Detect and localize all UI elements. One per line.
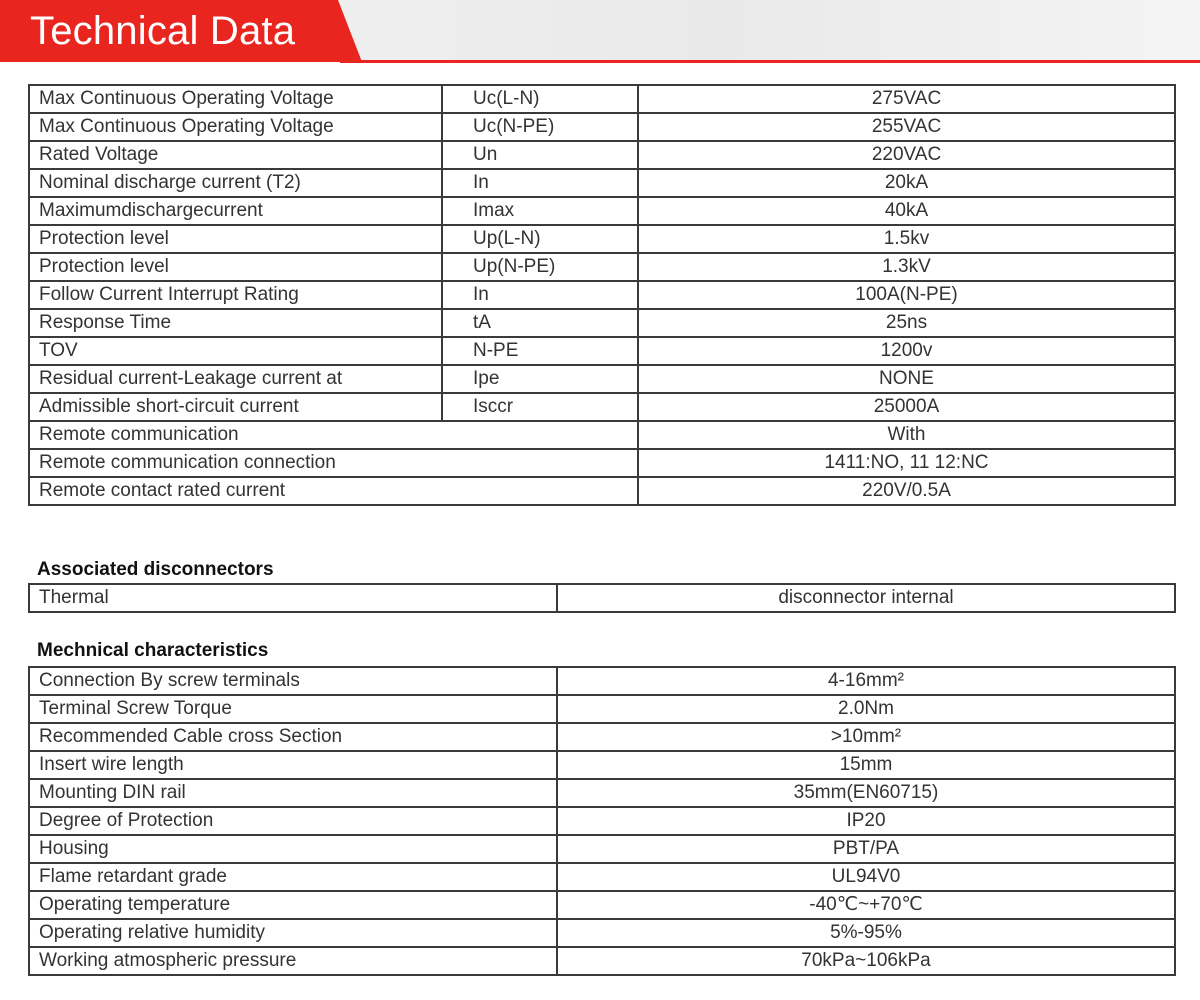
table-row — [29, 751, 1175, 779]
table-row — [29, 477, 1175, 505]
table-row — [29, 309, 1175, 337]
table-row — [29, 253, 1175, 281]
param-cell: Operating relative humidity — [29, 919, 557, 947]
symbol-cell: In — [442, 169, 638, 197]
mechanical-table — [28, 666, 1176, 976]
param-cell: Remote contact rated current — [29, 477, 638, 505]
param-cell: Flame retardant grade — [29, 863, 557, 891]
table-row — [29, 947, 1175, 975]
param-cell: Nominal discharge current (T2) — [29, 169, 442, 197]
value-cell: 25000A — [638, 393, 1175, 421]
value-cell: 15mm — [557, 751, 1175, 779]
value-cell: 40kA — [638, 197, 1175, 225]
symbol-cell: Up(L-N) — [442, 225, 638, 253]
symbol-cell: N-PE — [442, 337, 638, 365]
table-row — [29, 421, 1175, 449]
disconnectors-section-title: Associated disconnectors — [37, 559, 274, 580]
table-row — [29, 584, 1175, 612]
header-divider — [340, 60, 1200, 63]
symbol-cell: Isccr — [442, 393, 638, 421]
value-cell: 100A(N-PE) — [638, 281, 1175, 309]
param-cell: Protection level — [29, 253, 442, 281]
value-cell: 1.3kV — [638, 253, 1175, 281]
value-cell: 70kPa~106kPa — [557, 947, 1175, 975]
table-row — [29, 449, 1175, 477]
value-cell: -40℃~+70℃ — [557, 891, 1175, 919]
table-row — [29, 365, 1175, 393]
table-row — [29, 667, 1175, 695]
symbol-cell: Uc(L-N) — [442, 85, 638, 113]
symbol-cell: Up(N-PE) — [442, 253, 638, 281]
param-cell: Thermal — [29, 584, 557, 612]
param-cell: Terminal Screw Torque — [29, 695, 557, 723]
symbol-cell: Imax — [442, 197, 638, 225]
param-cell: TOV — [29, 337, 442, 365]
value-cell: 1.5kv — [638, 225, 1175, 253]
table-row — [29, 835, 1175, 863]
symbol-cell: In — [442, 281, 638, 309]
value-cell: UL94V0 — [557, 863, 1175, 891]
table-row — [29, 891, 1175, 919]
param-cell: Insert wire length — [29, 751, 557, 779]
table-row — [29, 113, 1175, 141]
technical-data-table — [28, 84, 1176, 506]
param-cell: Protection level — [29, 225, 442, 253]
param-cell: Follow Current Interrupt Rating — [29, 281, 442, 309]
value-cell: 255VAC — [638, 113, 1175, 141]
param-cell: Working atmospheric pressure — [29, 947, 557, 975]
table-row — [29, 197, 1175, 225]
value-cell: 220V/0.5A — [638, 477, 1175, 505]
value-cell: 1411:NO, 11 12:NC — [638, 449, 1175, 477]
table-row — [29, 337, 1175, 365]
value-cell: >10mm² — [557, 723, 1175, 751]
table-row — [29, 393, 1175, 421]
value-cell: PBT/PA — [557, 835, 1175, 863]
symbol-cell: Un — [442, 141, 638, 169]
table-row — [29, 723, 1175, 751]
symbol-cell: Ipe — [442, 365, 638, 393]
value-cell: 1200v — [638, 337, 1175, 365]
table-row — [29, 141, 1175, 169]
table-row — [29, 225, 1175, 253]
table-row — [29, 281, 1175, 309]
page-title: Technical Data — [30, 9, 296, 53]
param-cell: Admissible short-circuit current — [29, 393, 442, 421]
param-cell: Residual current-Leakage current at — [29, 365, 442, 393]
value-cell: disconnector internal — [557, 584, 1175, 612]
table-row — [29, 695, 1175, 723]
value-cell: 4-16mm² — [557, 667, 1175, 695]
param-cell: Operating temperature — [29, 891, 557, 919]
param-cell: Max Continuous Operating Voltage — [29, 113, 442, 141]
value-cell: 25ns — [638, 309, 1175, 337]
symbol-cell: tA — [442, 309, 638, 337]
param-cell: Response Time — [29, 309, 442, 337]
value-cell: 20kA — [638, 169, 1175, 197]
param-cell: Connection By screw terminals — [29, 667, 557, 695]
param-cell: Rated Voltage — [29, 141, 442, 169]
value-cell: 220VAC — [638, 141, 1175, 169]
value-cell: 2.0Nm — [557, 695, 1175, 723]
value-cell: With — [638, 421, 1175, 449]
param-cell: Max Continuous Operating Voltage — [29, 85, 442, 113]
param-cell: Mounting DIN rail — [29, 779, 557, 807]
table-row — [29, 85, 1175, 113]
value-cell: 275VAC — [638, 85, 1175, 113]
value-cell: 35mm(EN60715) — [557, 779, 1175, 807]
value-cell: IP20 — [557, 807, 1175, 835]
param-cell: Remote communication connection — [29, 449, 638, 477]
param-cell: Remote communication — [29, 421, 638, 449]
table-row — [29, 807, 1175, 835]
param-cell: Recommended Cable cross Section — [29, 723, 557, 751]
value-cell: NONE — [638, 365, 1175, 393]
disconnectors-table — [28, 583, 1176, 613]
table-row — [29, 919, 1175, 947]
table-row — [29, 169, 1175, 197]
table-row — [29, 863, 1175, 891]
param-cell: Housing — [29, 835, 557, 863]
param-cell: Degree of Protection — [29, 807, 557, 835]
page-header — [0, 0, 1200, 66]
value-cell: 5%-95% — [557, 919, 1175, 947]
mechanical-section-title: Mechnical characteristics — [37, 640, 269, 661]
symbol-cell: Uc(N-PE) — [442, 113, 638, 141]
table-row — [29, 779, 1175, 807]
param-cell: Maximumdischargecurrent — [29, 197, 442, 225]
